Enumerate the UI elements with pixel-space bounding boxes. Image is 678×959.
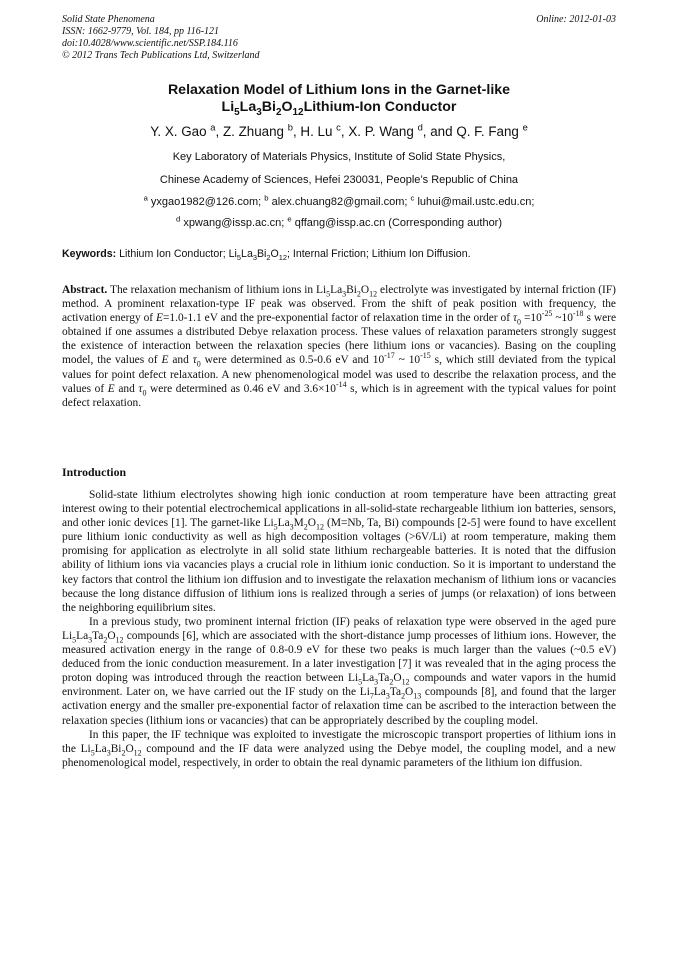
journal-doi: doi:10.4028/www.scientific.net/SSP.184.116 xyxy=(62,38,238,49)
email-d[interactable]: xpwang@issp.ac.cn; xyxy=(183,217,285,229)
intro-paragraph-3: In this paper, the IF technique was exploited to investigate the microscopic transport properties of lithium ions in the $Li_5La_3Bi_2O_{12}$ compound and the IF data were analyzed using the Debye model, the coupling model, and a new phenomenological model, respectively, in order to obtain the real dynamic parameters of the lithium ion diffusion. xyxy=(62,728,616,769)
email-c[interactable]: luhui@mail.ustc.edu.cn; xyxy=(417,196,535,208)
abstract: Abstract. The relaxation mechanism of lithium ions in $Li_5La_3Bi_2O_{12}$ electrolyte was investigated by internal friction (IF) method. A prominent relaxation-type IF peak was observed. From the shift of peak position with frequency, the activation energy of E=1.0-1.1 eV and the pre-exponential factor of relaxation time in the order of $\tau_0 =10^{-25}$ $\sim 10^{-18}$ s were obtained if one assumes a distributed Debye relaxation process. These values of relaxation parameters strongly suggest the existence of interaction between the relaxation species (here lithium ions or vacancies). Basing on the coupling model, the values of E and $\tau_0$ were determined as 0.5-0.6 eV and $10^{-17}$ ~ $10^{-15}$ s, which still deviated from the typical values for point defect relaxation. A new phenomenological model was used to describe the relaxation process, and the values of E and $\tau_0$ were determined as 0.46 eV and $3.6\times 10^{-14}$ s, which is in agreement with the typical values for point defect relaxation. xyxy=(62,284,617,409)
author-list: Y. X. Gao $^a$, Z. Zhuang $^b$, H. Lu $^c$, X. P. Wang $^d$, and Q. F. Fang $^e$ xyxy=(150,122,528,139)
email-e[interactable]: qffang@issp.ac.cn (Corresponding author) xyxy=(294,217,503,229)
journal-issn: ISSN: 1662-9779, Vol. 184, pp 116-121 xyxy=(62,26,220,37)
email-line-2: $^d$ xpwang@issp.ac.cn; $^e$ qffang@issp.ac.cn (Corresponding author) xyxy=(175,214,503,229)
section-heading-introduction: Introduction xyxy=(62,465,127,479)
intro-paragraph-1: Solid-state lithium electrolytes showing high ionic conduction at room temperature have been attracting great interest owing to their potential electrochemical applications in all-solid-state rechargeable lithium ion batteries, sensors, and other ionic devices [1]. The garnet-like $Li_5La_3M_2O_{12}$ (M=Nb, Ta, Bi) compounds [2-5] were found to have excellent pure lithium ionic conductivity as well as high decomposition voltages (>6V/Li) at room temperature, making them promising for application as electrolyte in all solid state lithium rechargeable batteries. It is noted that the diffusion ability of lithium ions via vacancies plays a crucial role in lithium ionic conduction. So it is important to understand the key factors that control the lithium ion diffusion and to investigate the relaxation mechanism of lithium ions or vacancies because the long distance diffusion of lithium ions is realized through a series of jumps (or relaxation) of ions between the neighboring equilibrium sites. xyxy=(62,489,616,614)
online-date: Online: 2012-01-03 xyxy=(536,14,616,25)
journal-name: Solid State Phenomena xyxy=(62,14,155,25)
abstract-label: Abstract. xyxy=(62,284,108,296)
title-line-1: Relaxation Model of Lithium Ions in the Garnet-like xyxy=(167,82,511,98)
email-b[interactable]: alex.chuang82@gmail.com; xyxy=(271,196,408,208)
introduction-body xyxy=(62,488,616,770)
journal-copyright: © 2012 Trans Tech Publications Ltd, Switzerland xyxy=(62,50,260,61)
title-line-2: $Li_5La_3Bi_2O_{12}Lithium$-Ion Conductor xyxy=(221,99,457,118)
email-line-1: $^a$ yxgao1982@126.com; $^b$ alex.chuang82@gmail.com; $^c$ luhui@mail.ustc.edu.cn; xyxy=(143,193,535,208)
intro-paragraph-2: In a previous study, two prominent internal friction (IF) peaks of relaxation type were observed in the aged pure $Li_5La_3Ta_2O_{12}$ compounds [6], which are associated with the short-distance jump processes of lithium ions. However, the measured activation energy in the range of 0.8-0.9 eV for these two peaks is much larger than the values (~0.5 eV) deduced from the ionic conduction measurement. In a later investigation [7] it was revealed that in the aging process the proton doping was introduced through the reaction between $Li_5La_3Ta_2O_{12}$ compounds and water vapors in the humid environment. Later on, we have carried out the IF study on the $Li_7La_3Ta_2O_{13}$ compounds [8], and found that the larger activation energy and the smaller pre-exponential factor of relaxation time can be ascribed to the interaction between the relaxation species (lithium ions or vacancies) that can be appropriately described by the coupling model. xyxy=(62,615,616,727)
email-a[interactable]: yxgao1982@126.com; xyxy=(150,196,262,208)
affiliation-line-1: Key Laboratory of Materials Physics, Institute of Solid State Physics, xyxy=(172,151,506,163)
keywords: Keywords: Lithium Ion Conductor; $Li_5La_3Bi_2O_{12}$; Internal Friction; Lithium Ion Diffusion. xyxy=(62,248,471,263)
paper-title xyxy=(62,82,616,116)
affiliation-line-2: Chinese Academy of Sciences, Hefei 230031, People’s Republic of China xyxy=(159,174,519,186)
